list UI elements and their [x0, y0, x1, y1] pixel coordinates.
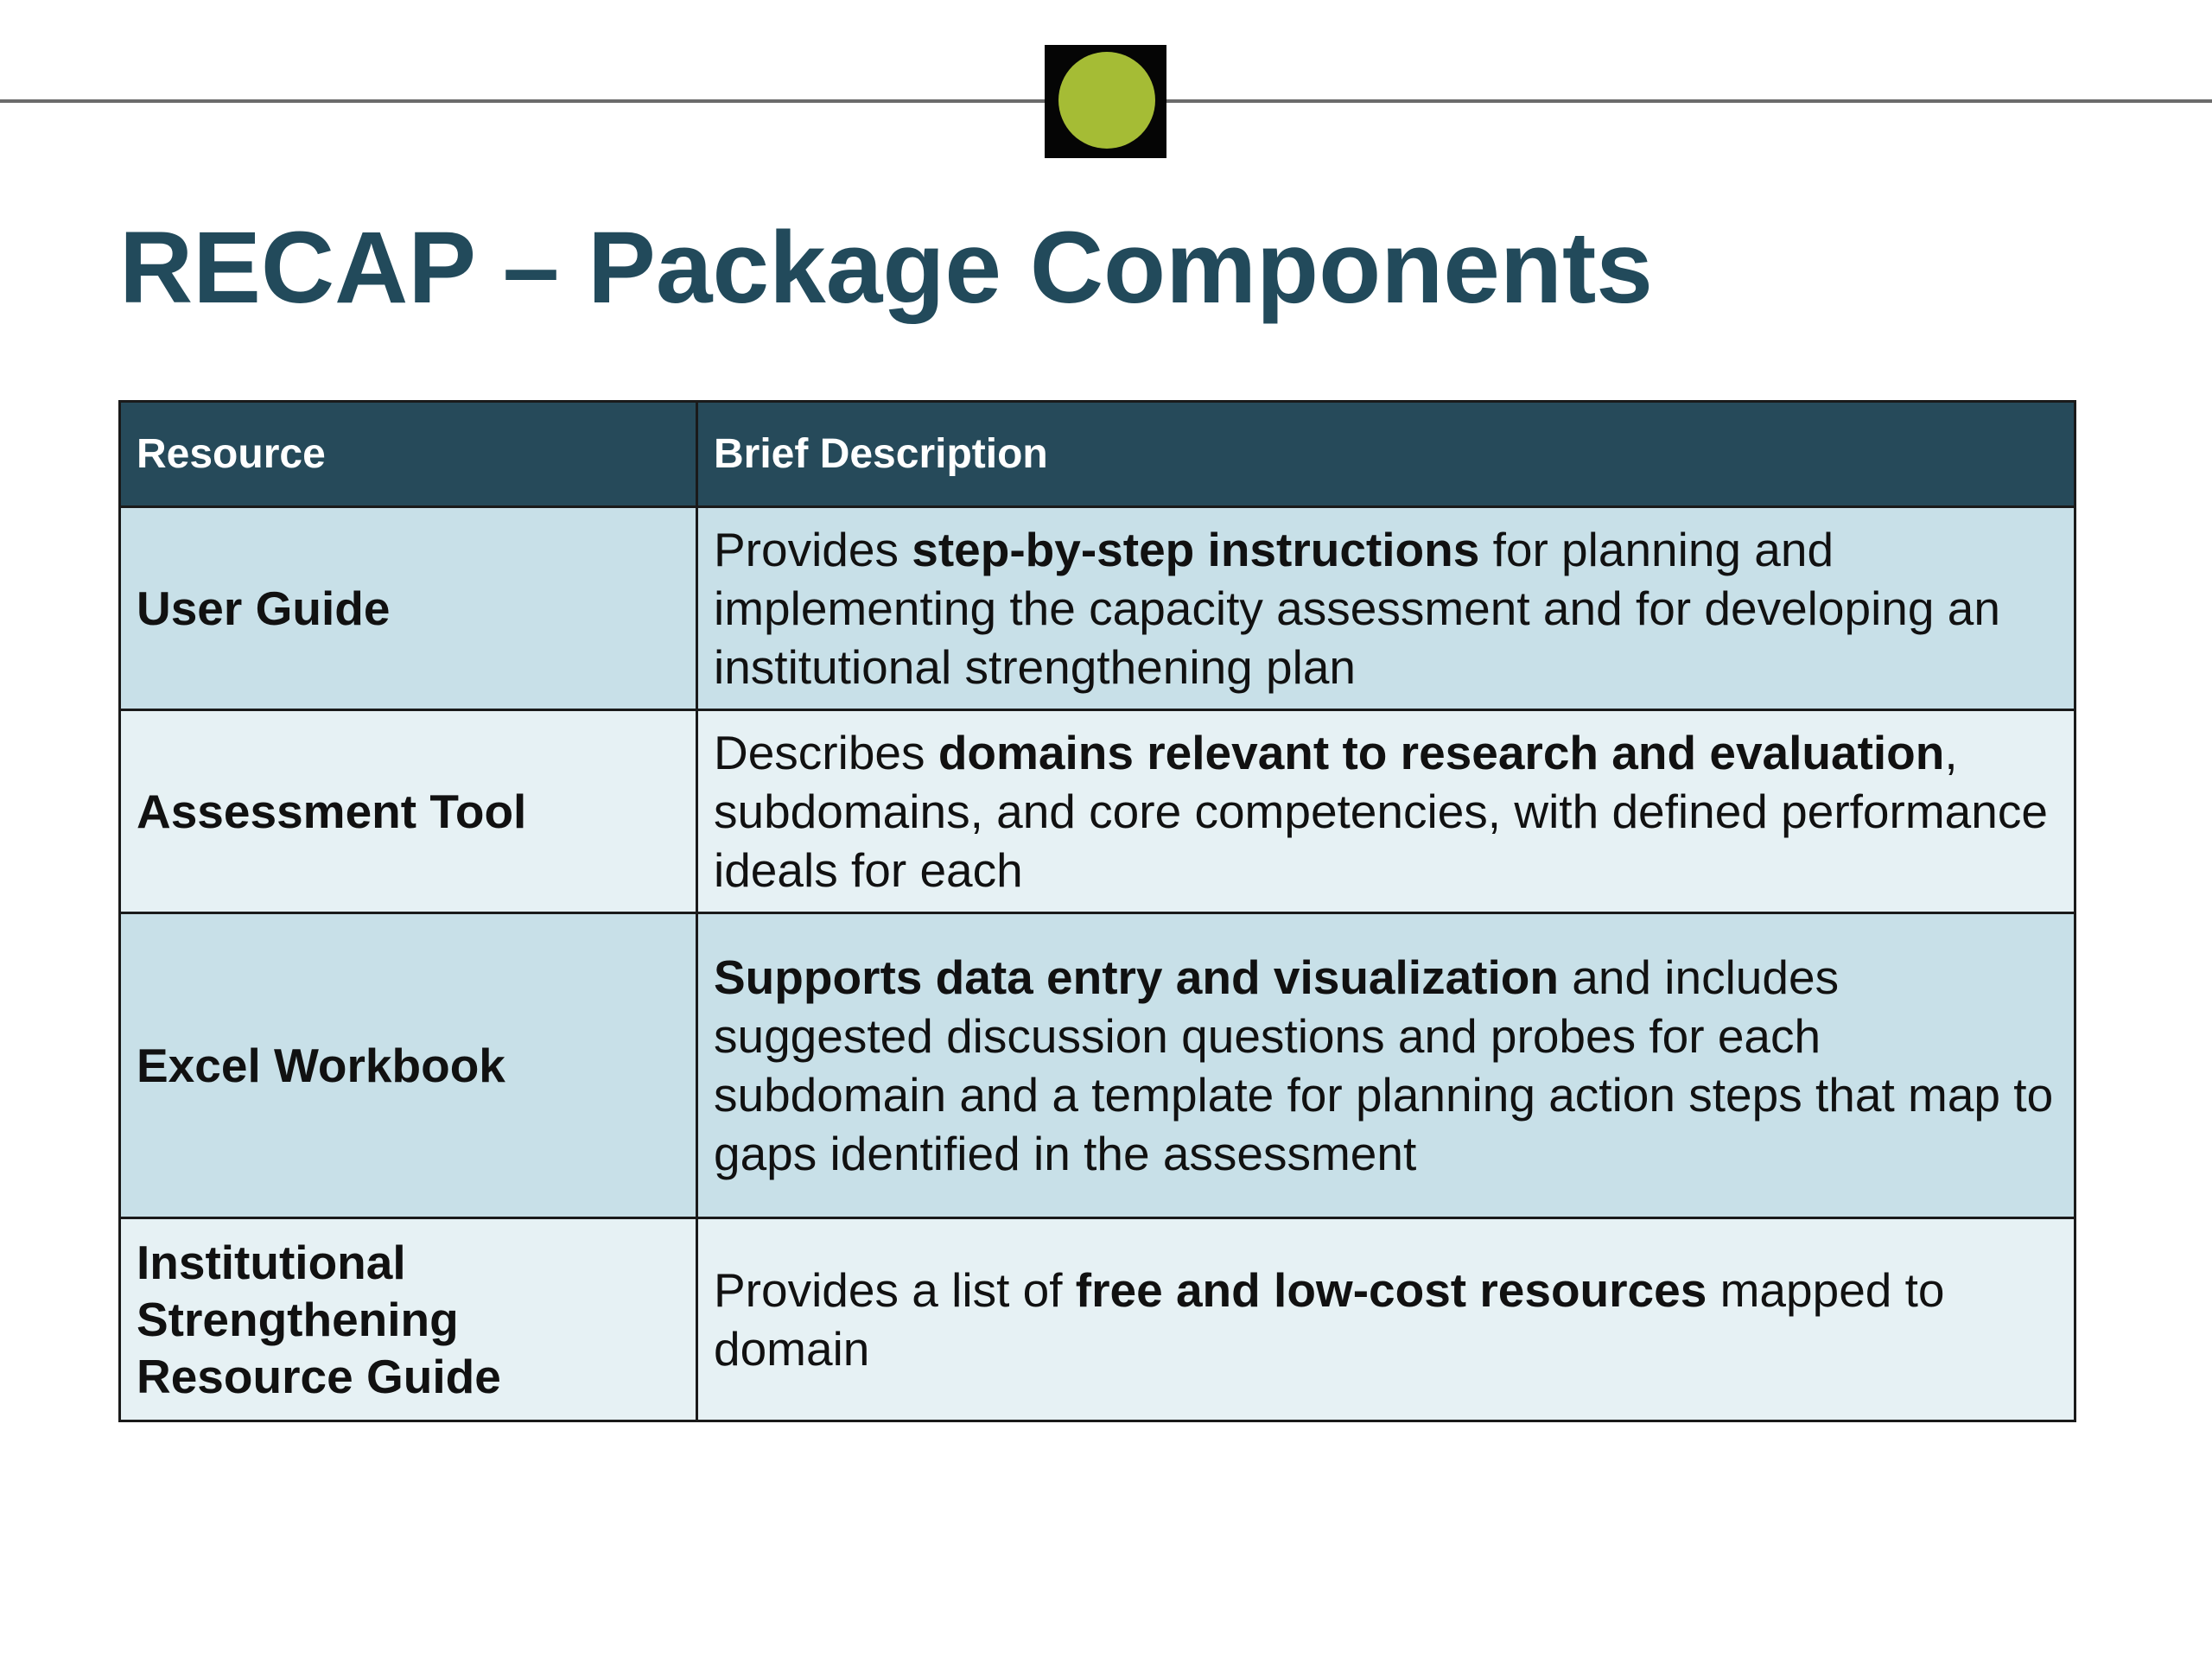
resource-cell: Institutional Strengthening Resource Guide — [120, 1218, 697, 1421]
description-text: Provides — [714, 523, 912, 576]
description-cell — [697, 1218, 2075, 1421]
resource-cell: User Guide — [120, 507, 697, 710]
table-row — [120, 1218, 2075, 1421]
description-text: Describes — [714, 726, 938, 779]
description-highlight: Supports data entry and visualization — [714, 950, 1559, 1004]
resource-cell: Excel Workbook — [120, 913, 697, 1218]
description-text: mapped to domain — [714, 1263, 1945, 1376]
resource-cell: Assessment Tool — [120, 710, 697, 913]
description-text: Provides a list of — [714, 1263, 1076, 1317]
emblem-icon — [1045, 45, 1166, 158]
description-text: , subdomains, and core competencies, with defined performance ideals for each — [714, 726, 2048, 897]
table-row — [120, 507, 2075, 710]
description-text: for planning and implementing the capacity assessment and for developing an institutional strengthening plan — [714, 523, 2000, 694]
header-resource: Resource — [120, 402, 697, 507]
header-description: Brief Description — [697, 402, 2075, 507]
description-cell — [697, 507, 2075, 710]
table-header-row — [120, 402, 2075, 507]
slide-title: RECAP – Package Components — [119, 211, 1653, 325]
green-circle-icon — [1058, 52, 1155, 149]
description-highlight: step-by-step instructions — [912, 523, 1480, 576]
description-cell — [697, 710, 2075, 913]
description-text: and includes suggested discussion questions and probes for each subdomain and a template for planning action steps that map to gaps identified in the assessment — [714, 950, 2054, 1180]
table-row — [120, 913, 2075, 1218]
components-table — [118, 400, 2076, 1422]
description-highlight: domains relevant to research and evaluation — [938, 726, 1945, 779]
description-highlight: free and low-cost resources — [1075, 1263, 1707, 1317]
description-cell — [697, 913, 2075, 1218]
table-row — [120, 710, 2075, 913]
